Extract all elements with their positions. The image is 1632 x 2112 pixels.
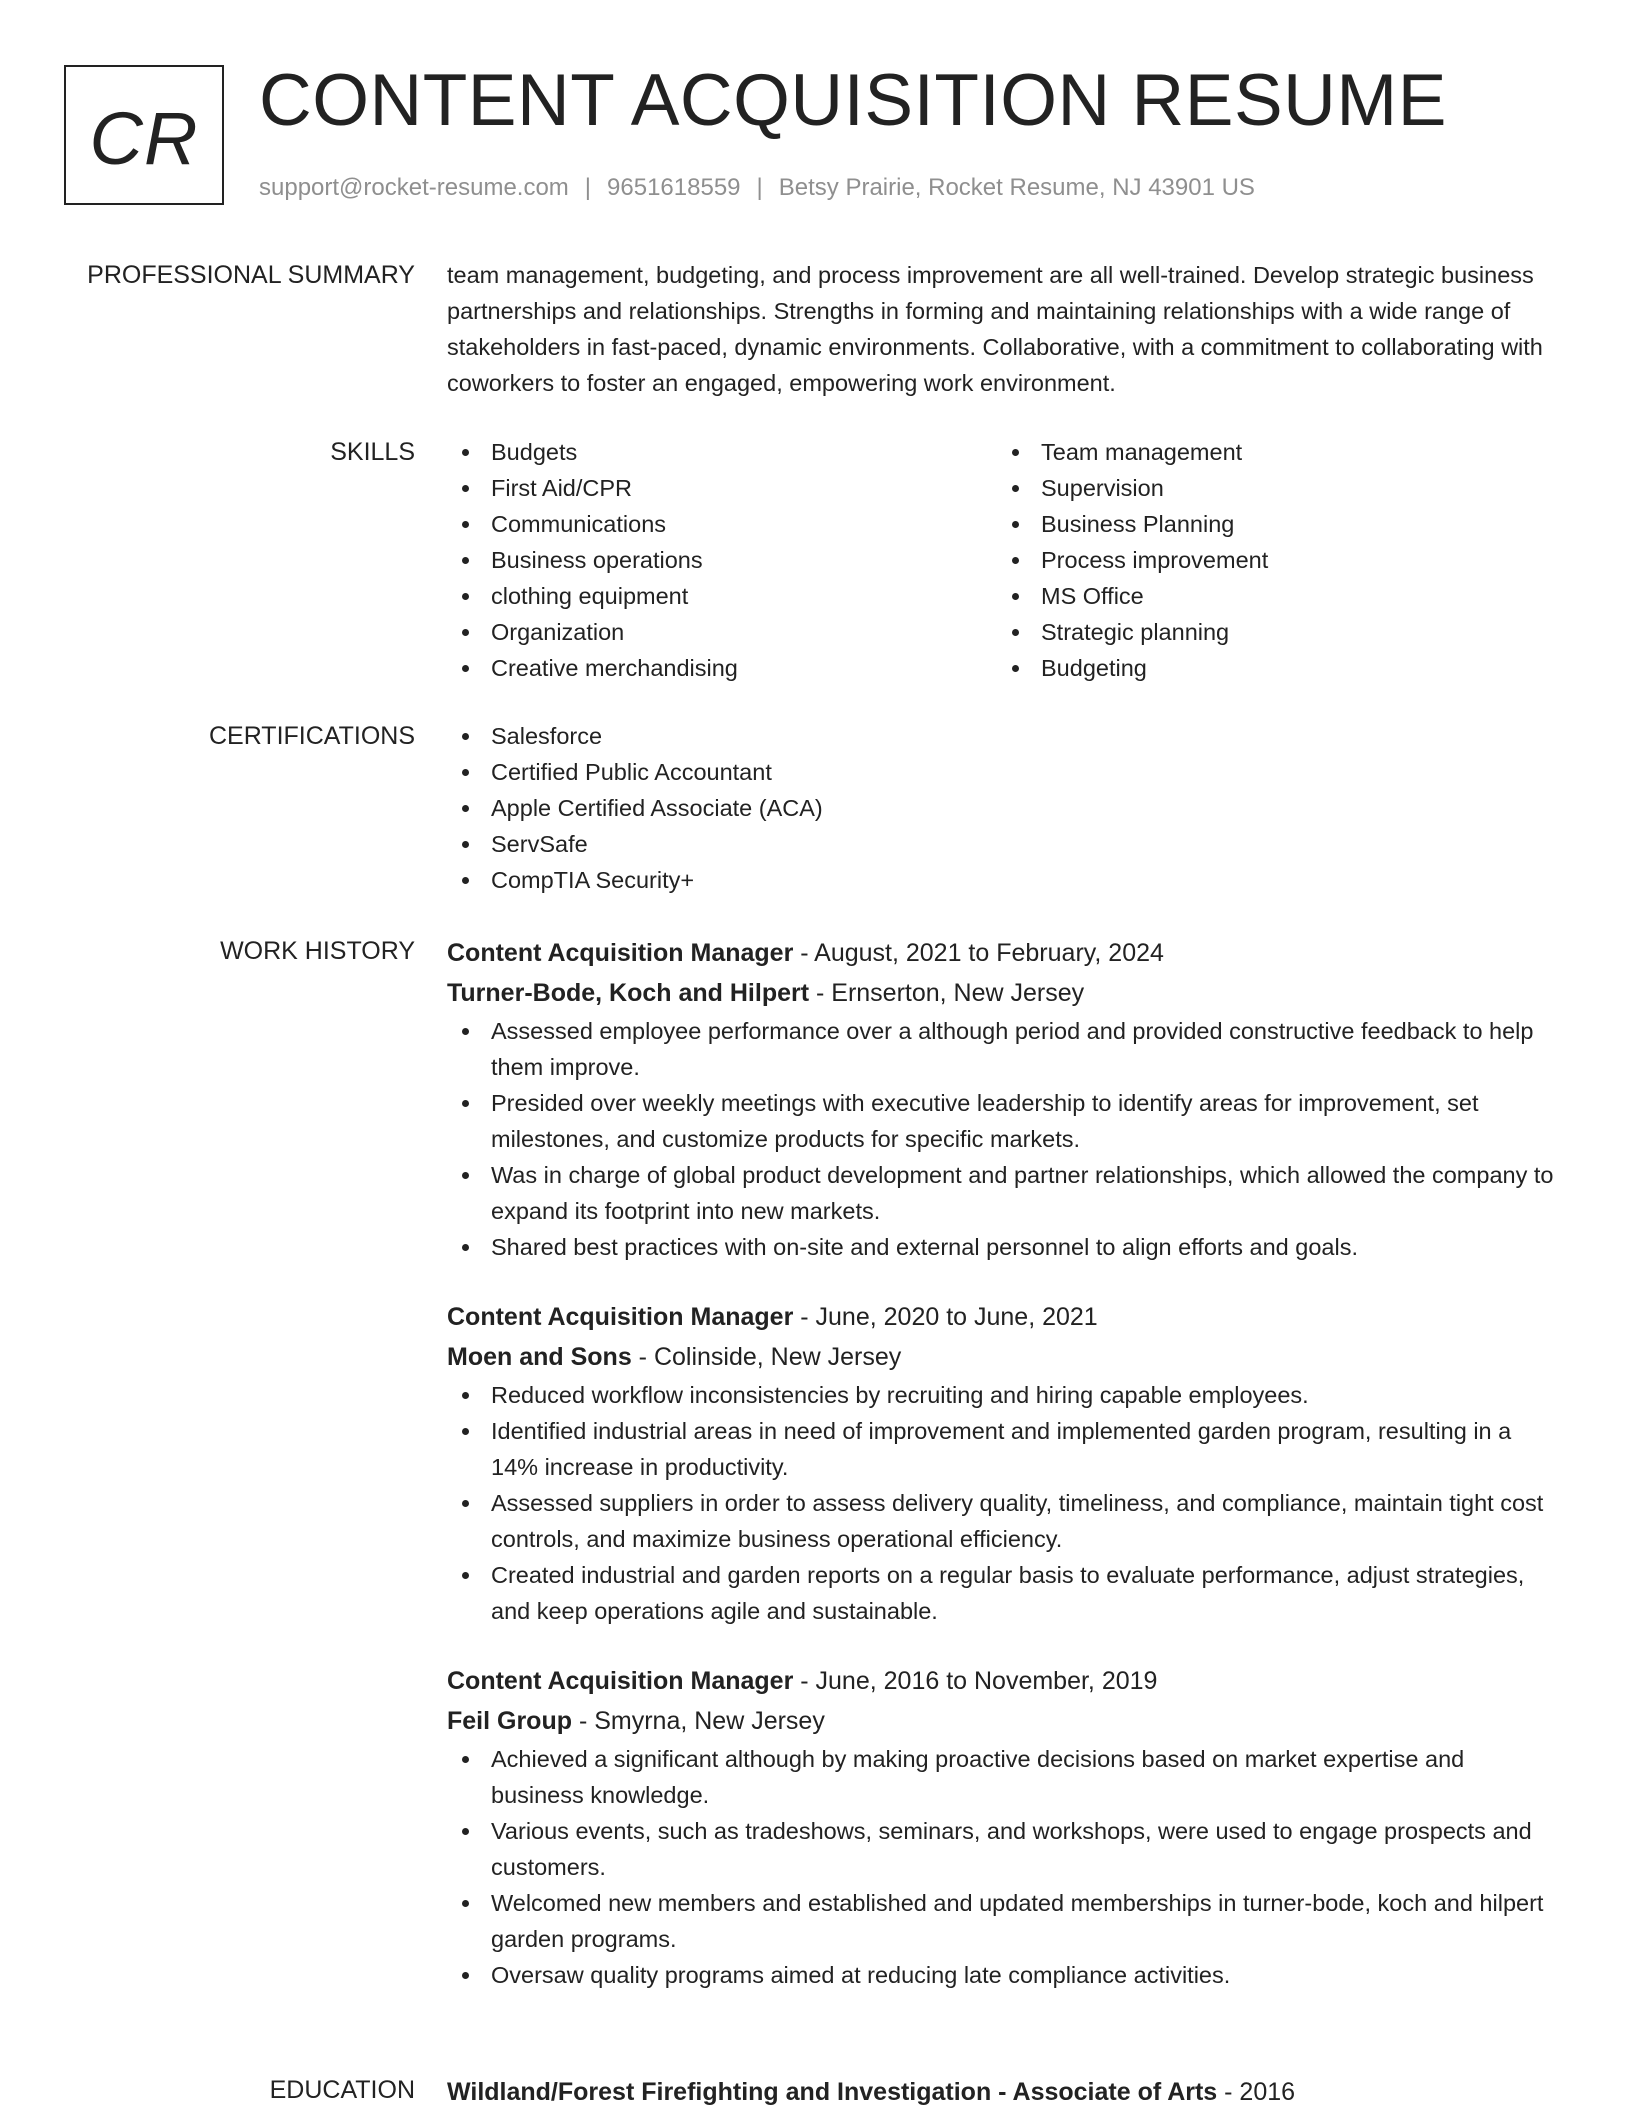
contact-line — [259, 172, 1255, 204]
monogram-initials: CR — [89, 96, 199, 180]
list-item: Budgeting — [997, 650, 1547, 686]
list-item: First Aid/CPR — [447, 470, 997, 506]
job-bullets — [447, 1741, 1562, 1993]
job-entry — [447, 1297, 1562, 1629]
work-history-label: WORK HISTORY — [220, 937, 415, 965]
list-item: Team management — [997, 434, 1547, 470]
resume-title: CONTENT ACQUISITION RESUME — [259, 60, 1447, 141]
skills-label: SKILLS — [330, 438, 415, 466]
summary-label: PROFESSIONAL SUMMARY — [87, 261, 415, 289]
job-bullets — [447, 1377, 1562, 1629]
monogram-box — [64, 65, 224, 205]
list-item: Creative merchandising — [447, 650, 997, 686]
list-item: Various events, such as tradeshows, seminars, and workshops, were used to engage prospects and customers. — [447, 1813, 1562, 1885]
job-company: Feil Group — [447, 1707, 572, 1735]
certifications-list — [447, 718, 1562, 898]
list-item: Budgets — [447, 434, 997, 470]
list-item: Salesforce — [447, 718, 1562, 754]
list-item: Business operations — [447, 542, 997, 578]
job-title: Content Acquisition Manager — [447, 939, 794, 967]
job-entry — [447, 1661, 1562, 1993]
education-body — [447, 2072, 1562, 2112]
work-history-body — [447, 933, 1562, 2025]
list-item: Certified Public Accountant — [447, 754, 1562, 790]
list-item: Strategic planning — [997, 614, 1547, 650]
job-company-line — [447, 1701, 1562, 1741]
list-item: Supervision — [997, 470, 1547, 506]
contact-separator: | — [584, 174, 592, 201]
list-item: ServSafe — [447, 826, 1562, 862]
list-item: Welcomed new members and established and updated memberships in turner-bode, koch and hilpert garden programs. — [447, 1885, 1562, 1957]
job-title-line — [447, 1661, 1562, 1701]
job-company-line — [447, 1337, 1562, 1377]
job-company-line — [447, 973, 1562, 1013]
list-item: CompTIA Security+ — [447, 862, 1562, 898]
job-company: Moen and Sons — [447, 1343, 632, 1371]
contact-separator: | — [756, 174, 763, 201]
list-item: Was in charge of global product development and partner relationships, which allowed the company to expand its footprint into new markets. — [447, 1157, 1562, 1229]
job-company: Turner-Bode, Koch and Hilpert — [447, 979, 810, 1007]
job-location: - Ernserton, New Jersey — [809, 979, 1085, 1007]
list-item: Oversaw quality programs aimed at reducing late compliance activities. — [447, 1957, 1562, 1993]
contact-email: support@rocket-resume.com — [259, 174, 569, 201]
job-dates: - August, 2021 to February, 2024 — [793, 939, 1164, 967]
summary-text: team management, budgeting, and process improvement are all well-trained. Develop strategic business partnerships and relationships. Strengths in forming and maintaining relationships with a wide range of stakeholders in fast-paced, dynamic environments. Collaborative, with a commitment to collaborating with coworkers to foster an engaged, empowering work environment. — [447, 262, 1543, 396]
list-item: Identified industrial areas in need of improvement and implemented garden program, resulting in a 14% increase in productivity. — [447, 1413, 1562, 1485]
education-line — [447, 2072, 1562, 2112]
job-dates: - June, 2016 to November, 2019 — [793, 1667, 1158, 1695]
list-item: Apple Certified Associate (ACA) — [447, 790, 1562, 826]
job-dates: - June, 2020 to June, 2021 — [793, 1303, 1098, 1331]
list-item: clothing equipment — [447, 578, 997, 614]
list-item: Reduced workflow inconsistencies by recruiting and hiring capable employees. — [447, 1377, 1562, 1413]
job-location: - Colinside, New Jersey — [631, 1343, 902, 1371]
list-item: MS Office — [997, 578, 1547, 614]
job-title-line — [447, 1297, 1562, 1337]
list-item: Created industrial and garden reports on a regular basis to evaluate performance, adjust strategies, and keep operations agile and sustainable. — [447, 1557, 1562, 1629]
list-item: Presided over weekly meetings with executive leadership to identify areas for improvement, set milestones, and customize products for specific markets. — [447, 1085, 1562, 1157]
job-bullets — [447, 1013, 1562, 1265]
list-item: Shared best practices with on-site and external personnel to align efforts and goals. — [447, 1229, 1562, 1265]
job-title: Content Acquisition Manager — [447, 1303, 794, 1331]
skills-list-left — [447, 434, 997, 686]
list-item: Organization — [447, 614, 997, 650]
education-year: - 2016 — [1217, 2078, 1296, 2106]
list-item: Business Planning — [997, 506, 1547, 542]
certifications-body — [447, 718, 1562, 898]
education-degree: Wildland/Forest Firefighting and Investigation - Associate of Arts — [447, 2078, 1218, 2106]
list-item: Communications — [447, 506, 997, 542]
skills-list-right — [997, 434, 1547, 686]
skills-body — [447, 434, 1562, 686]
contact-phone: 9651618559 — [607, 174, 741, 201]
list-item: Achieved a significant although by making proactive decisions based on market expertise and business knowledge. — [447, 1741, 1562, 1813]
job-location: - Smyrna, New Jersey — [572, 1707, 825, 1735]
contact-address: Betsy Prairie, Rocket Resume, NJ 43901 US — [778, 174, 1255, 201]
list-item: Assessed employee performance over a although period and provided constructive feedback to help them improve. — [447, 1013, 1562, 1085]
job-title: Content Acquisition Manager — [447, 1667, 794, 1695]
certifications-label: CERTIFICATIONS — [208, 722, 415, 750]
education-label: EDUCATION — [269, 2076, 415, 2104]
job-entry — [447, 933, 1562, 1265]
job-title-line — [447, 933, 1562, 973]
summary-body — [447, 257, 1562, 401]
list-item: Process improvement — [997, 542, 1547, 578]
list-item: Assessed suppliers in order to assess delivery quality, timeliness, and compliance, maintain tight cost controls, and maximize business operational efficiency. — [447, 1485, 1562, 1557]
